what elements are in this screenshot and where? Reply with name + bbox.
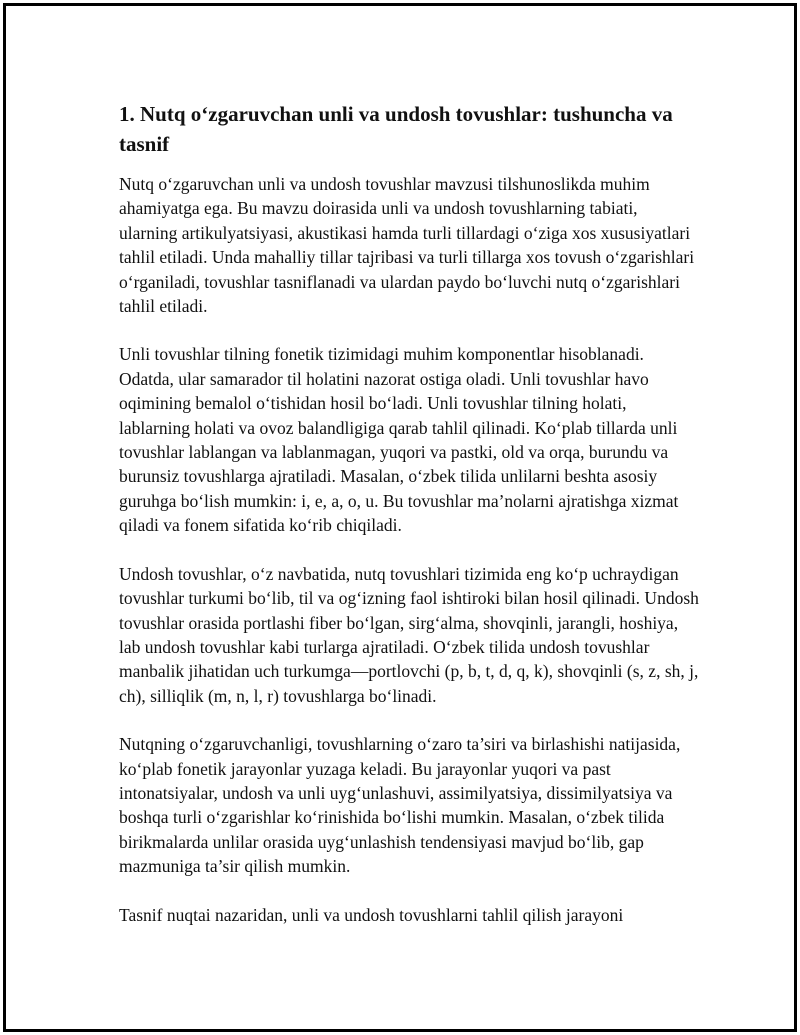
section-heading: 1. Nutq o‘zgaruvchan unli va undosh tovushlar: tushuncha va tasnif [119, 102, 673, 156]
paragraph-introduction: Nutq o‘zgaruvchan unli va undosh tovushlar mavzusi tilshunoslikda muhim ahamiyatga ega. Bu mavzu doirasida unli va undosh tovushlarning tabiati, ularning artikulyatsiyasi, akustikasi hamda turli tillardagi o‘ziga xos xususiyatlari tahlil etiladi. Unda mahalliy tillar tajribasi va turli tillarga xos tovush o‘zgarishlari o‘rganiladi, tovushlar tasniflanadi va ulardan paydo bo‘luvchi nutq o‘zgarishlari tahlil etiladi. [119, 174, 695, 317]
page-frame [3, 3, 797, 1032]
document-body [119, 99, 699, 951]
paragraph-consonants: Undosh tovushlar, o‘z navbatida, nutq tovushlari tizimida eng ko‘p uchraydigan tovushlar turkumi bo‘lib, til va og‘izning faol ishtiroki bilan hosil qilinadi. Undosh tovushlar orasida portlashi fiber bo‘lgan, sirg‘alma, shovqinli, jarangli, hoshiya, lab undosh tovushlar kabi turlarga ajratiladi. O‘zbek tilida undosh tovushlar manbalik jihatidan uch turkumga—portlovchi (p, b, t, d, q, k), shovqinli (s, z, sh, j, ch), silliqlik (m, n, l, r) tovushlarga bo‘linadi. [119, 563, 699, 706]
paragraph-phonetic-processes: Nutqning o‘zgaruvchanligi, tovushlarning o‘zaro ta’siri va birlashishi natijasida, ko‘plab fonetik jarayonlar yuzaga keladi. Bu jarayonlar yuqori va past intonatsiyalar, undosh va unli uyg‘unlashuvi, assimilyatsiya, dissimilyatsiya va boshqa turli o‘zgarishlar ko‘rinishida bo‘lishi mumkin. Masalan, o‘zbek tilida birikmalarda unlilar orasida uyg‘unlashish tendensiyasi mavjud bo‘lib, gap mazmuniga ta’sir qilish mumkin. [119, 734, 681, 877]
paragraph-vowels: Unli tovushlar tilning fonetik tizimidagi muhim komponentlar hisoblanadi. Odatda, ular samarador til holatini nazorat ostiga oladi. Unli tovushlar havo oqimining bemalol o‘tishidan hosil bo‘ladi. Unli tovushlar tilning holati, lablarning holati va ovoz balandligiga qarab tahlil qilinadi. Ko‘plab tillarda unli tovushlar lablangan va lablanmagan, yuqori va pastki, old va orqa, burundu va burunsiz tovushlarga ajratiladi. Masalan, o‘zbek tilida unlilarni beshta asosiy guruhga bo‘lish mumkin: i, e, a, o, u. Bu tovushlar ma’nolarni ajratishga xizmat qiladi va fonem sifatida ko‘rib chiqiladi. [119, 344, 679, 536]
paragraph-classification: Tasnif nuqtai nazaridan, unli va undosh tovushlarni tahlil qilish jarayoni [119, 904, 624, 925]
